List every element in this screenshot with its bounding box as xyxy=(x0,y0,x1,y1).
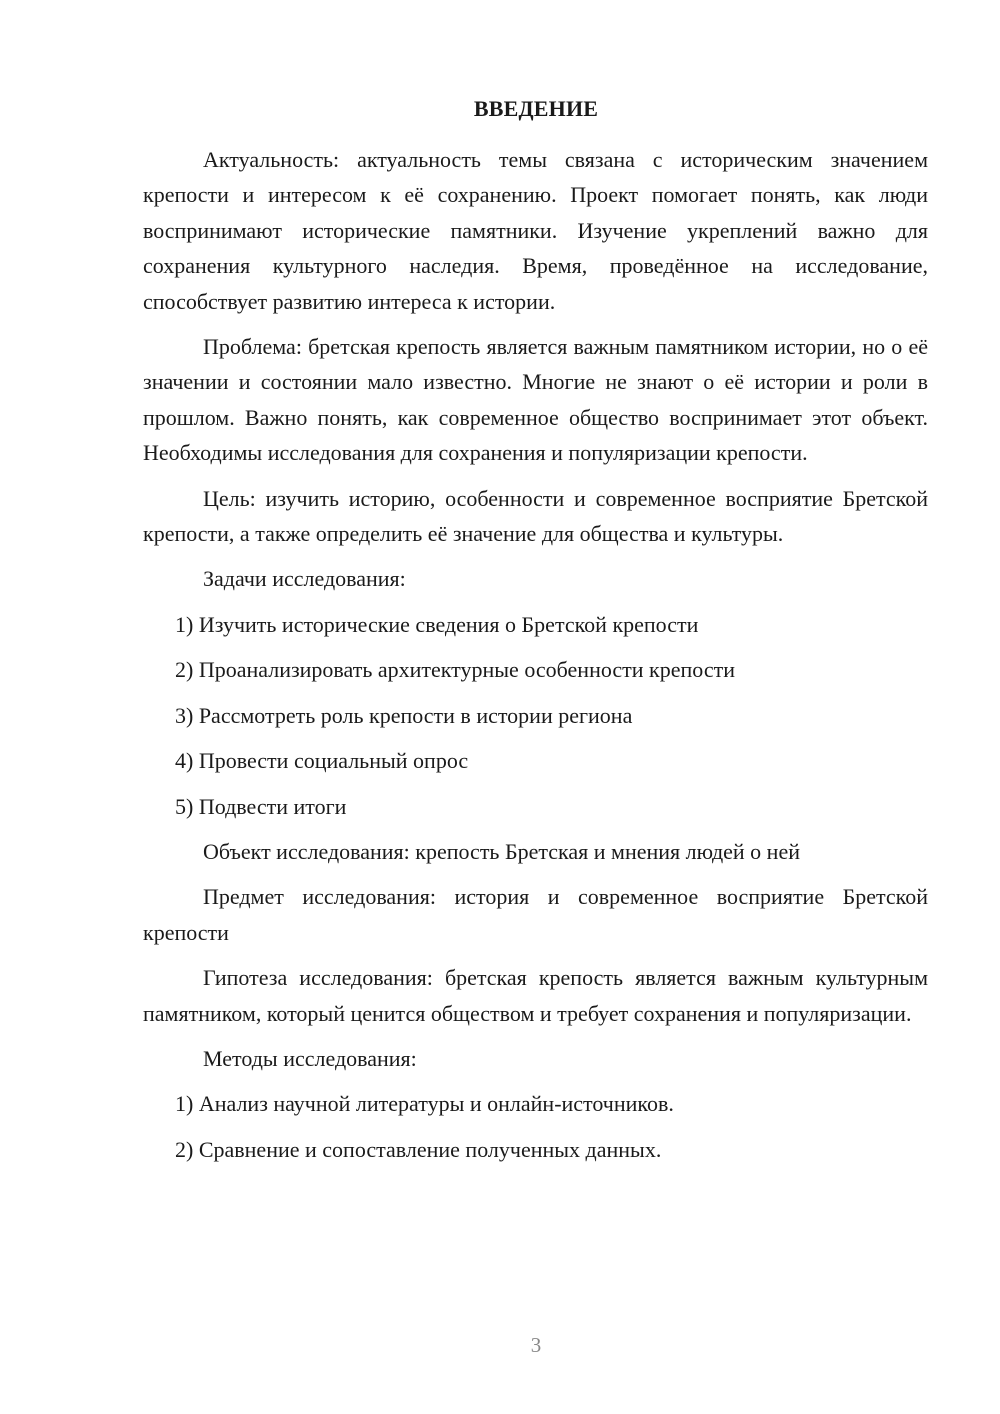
task-item: 3) Рассмотреть роль крепости в истории региона xyxy=(175,702,633,728)
methods-title: Методы исследования: xyxy=(203,1045,417,1071)
task-item: 1) Изучить исторические сведения о Бретской крепости xyxy=(175,611,699,637)
method-item: 1) Анализ научной литературы и онлайн-источников. xyxy=(175,1091,674,1117)
object-paragraph: Объект исследования: крепость Бретская и мнения людей о ней xyxy=(203,838,800,864)
method-item: 2) Сравнение и сопоставление полученных данных. xyxy=(175,1136,662,1162)
relevance-paragraph: Актуальность: актуальность темы связана с историческим значением крепости и интересом к её сохранению. Проект помогает понять, как люди воспринимают исторические памятники. Изучение укреплений важно для сохранения культурного наследия. Время, проведённое на исследование, способствует развитию интереса к истории. xyxy=(143,147,928,314)
page-number: 3 xyxy=(530,1333,542,1357)
task-item: 5) Подвести итоги xyxy=(175,793,347,819)
goal-paragraph: Цель: изучить историю, особенности и современное восприятие Бретской крепости, а также определить её значение для общества и культуры. xyxy=(143,485,928,547)
problem-paragraph: Проблема: бретская крепость является важным памятником истории, но о её значении и состоянии мало известно. Многие не знают о её истории и роли в прошлом. Важно понять, как современное общество воспринимает этот объект. Необходимы исследования для сохранения и популяризации крепости. xyxy=(143,334,928,466)
methods-list xyxy=(143,1086,928,1167)
page-heading: ВВЕДЕНИЕ xyxy=(473,96,599,121)
task-item: 4) Провести социальный опрос xyxy=(175,748,469,774)
task-item: 2) Проанализировать архитектурные особенности крепости xyxy=(175,657,735,683)
tasks-title: Задачи исследования: xyxy=(203,566,406,592)
subject-paragraph: Предмет исследования: история и современное восприятие Бретской крепости xyxy=(143,884,928,945)
document-body xyxy=(143,142,928,1177)
hypothesis-paragraph: Гипотеза исследования: бретская крепость является важным культурным памятником, который ценится обществом и требует сохранения и популяризации. xyxy=(143,965,928,1026)
tasks-list xyxy=(143,607,928,824)
